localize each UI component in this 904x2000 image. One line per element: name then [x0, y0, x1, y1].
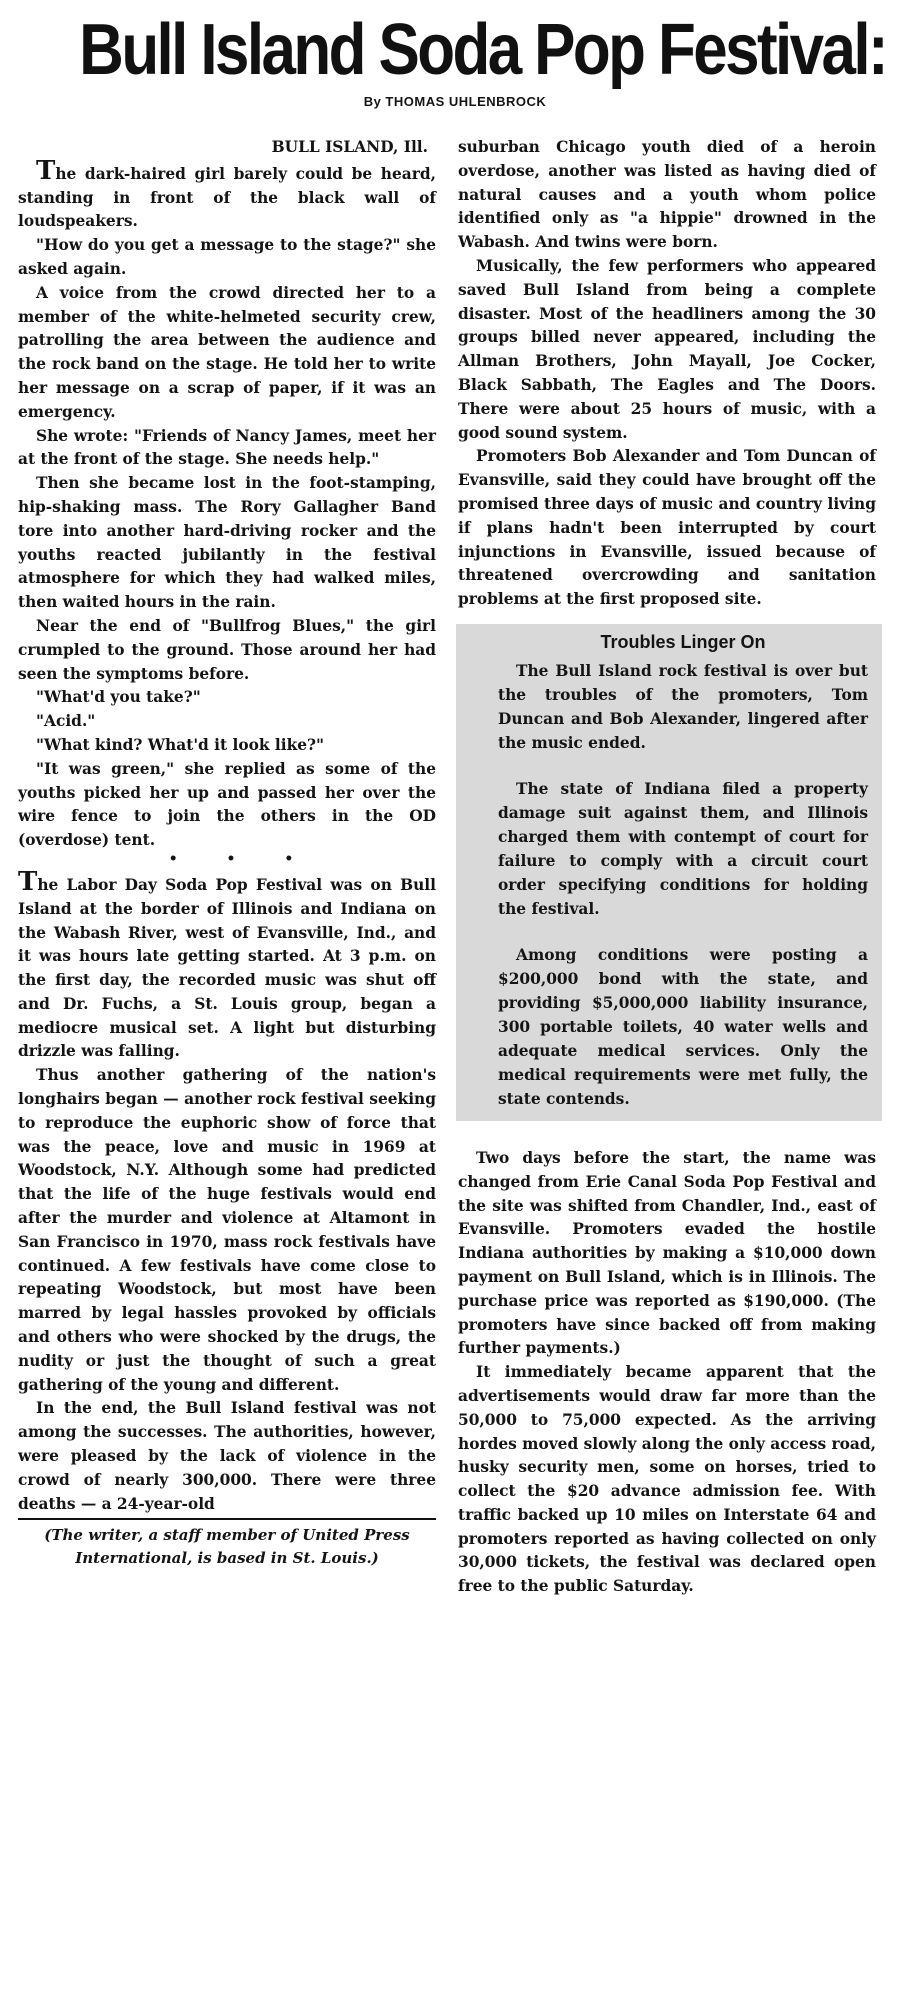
paragraph: Promoters Bob Alexander and Tom Duncan of Evansville, said they could have brought off the promised three days of music and country living if plans hadn't been interrupted by court injunctions in Evansville, issued because of threatened overcrowding and sanitation problems at the first proposed site.: [458, 447, 876, 609]
sidebar-paragraph: The Bull Island rock festival is over but the troubles of the promoters, Tom Duncan and Bob Alexander, lingered after the music ended.: [498, 661, 868, 752]
paragraph: The dark-haired girl barely could be heard, standing in front of the black wall of loudspeakers.: [18, 155, 436, 231]
paragraph: "How do you get a message to the stage?" she asked again.: [18, 236, 436, 278]
paragraph: It immediately became apparent that the advertisements would draw far more than the 50,000 to 75,000 expected. As the arriving hordes moved slowly along the only access road, husky security men, some on horses, tried to collect the $20 advance admission fee. With traffic backed up 10 miles on Interstate 64 and promoters reported as having collected on only 30,000 tickets, the festival was declared open free to the public Saturday.: [458, 1363, 876, 1596]
paragraph: She wrote: "Friends of Nancy James, meet her at the front of the stage. She needs help.": [18, 426, 436, 469]
paragraph: "Acid.": [36, 712, 96, 731]
paragraph: suburban Chicago youth died of a heroin overdose, another was listed as having died of natural causes and a youth whom police identified only as "a hippie" drowned in the Wabash. And twins were born.: [458, 138, 876, 252]
paragraph: Near the end of "Bullfrog Blues," the girl crumpled to the ground. Those around her had seen the symptoms before.: [18, 616, 436, 683]
headline: Bull Island Soda Pop Festival:: [79, 10, 887, 90]
paragraph: In the end, the Bull Island festival was not among the successes. The authorities, however, were pleased by the lack of violence in the crowd of nearly 300,000. There were three deaths — a 24-year-old: [18, 1399, 436, 1513]
sidebar-paragraph: Among conditions were posting a $200,000 bond with the state, and providing $5,000,000 liability insurance, 300 portable toilets, 40 water wells and adequate medical services. Only the medical requirements were met fully, the state contends.: [498, 945, 868, 1108]
paragraph: Two days before the start, the name was changed from Erie Canal Soda Pop Festival and the site was shifted from Chandler, Ind., east of Evansville. Promoters evaded the hostile Indiana authorities by making a $10,000 down payment on Bull Island, which is in Illinois. The purchase price was reported as $190,000. (The promoters have since backed off from making further payments.): [458, 1148, 876, 1358]
paragraph: Thus another gathering of the nation's longhairs began — another rock festival seeking to reproduce the euphoric show of force that was the peace, love and music in 1969 at Woodstock, N.Y. Although some had predicted that the life of the huge festivals would end after the murder and violence at Altamont in San Francisco in 1970, mass rock festivals have continued. A few festivals have come close to repeating Woodstock, but most have been marred by legal hassles provoked by officials and others who were shocked by the drugs, the nudity or just the thought of such a great gathering of the young and different.: [18, 1066, 436, 1394]
left-column: [18, 136, 436, 1570]
paragraph: The Labor Day Soda Pop Festival was on Bull Island at the border of Illinois and Indiana on the Wabash River, west of Evansville, Ind., and it was hours late getting started. At 3 p.m. on the first day, the recorded music was shut off and Dr. Fuchs, a St. Louis group, began a mediocre musical set. A light but disturbing drizzle was falling.: [18, 866, 436, 1061]
byline: By THOMAS UHLENBROCK: [363, 94, 547, 109]
paragraph: "What'd you take?": [36, 688, 201, 707]
sidebar-title: Troubles Linger On: [600, 631, 766, 652]
paragraph: A voice from the crowd directed her to a member of the white-helmeted security crew, patrolling the area between the audience and the rock band on the stage. He told her to write her message on a scrap of paper, if it was an emergency.: [18, 283, 436, 421]
sidebar-box: [456, 624, 882, 1121]
sidebar-paragraph: The state of Indiana filed a property damage suit against them, and Illinois charged them with contempt of court for failure to comply with a circuit court order specifying conditions for holding the festival.: [498, 779, 868, 918]
dateline: BULL ISLAND, Ill.: [271, 138, 428, 156]
section-separator: • • •: [168, 850, 316, 867]
paragraph: "What kind? What'd it look like?": [36, 735, 325, 754]
paragraph: Then she became lost in the foot-stamping, hip-shaking mass. The Rory Gallagher Band tore into another hard-driving rocker and the youths reacted jubilantly in the festival atmosphere for which they had walked miles, then waited hours in the rain.: [18, 474, 436, 612]
right-column: [458, 136, 876, 1599]
paragraph: "It was green," she replied as some of the youths picked her up and passed her over the wire fence to join the others in the OD (overdose) tent.: [18, 759, 436, 850]
paragraph: Musically, the few performers who appeared saved Bull Island from being a complete disaster. Most of the headliners among the 30 groups billed never appeared, including the Allman Brothers, John Mayall, Joe Cocker, Black Sabbath, The Eagles and The Doors. There were about 25 hours of music, with a good sound system.: [458, 256, 876, 442]
writer-note: (The writer, a staff member of United Press International, is based in St. Louis.): [44, 1526, 410, 1568]
divider-rule: [18, 1518, 436, 1520]
